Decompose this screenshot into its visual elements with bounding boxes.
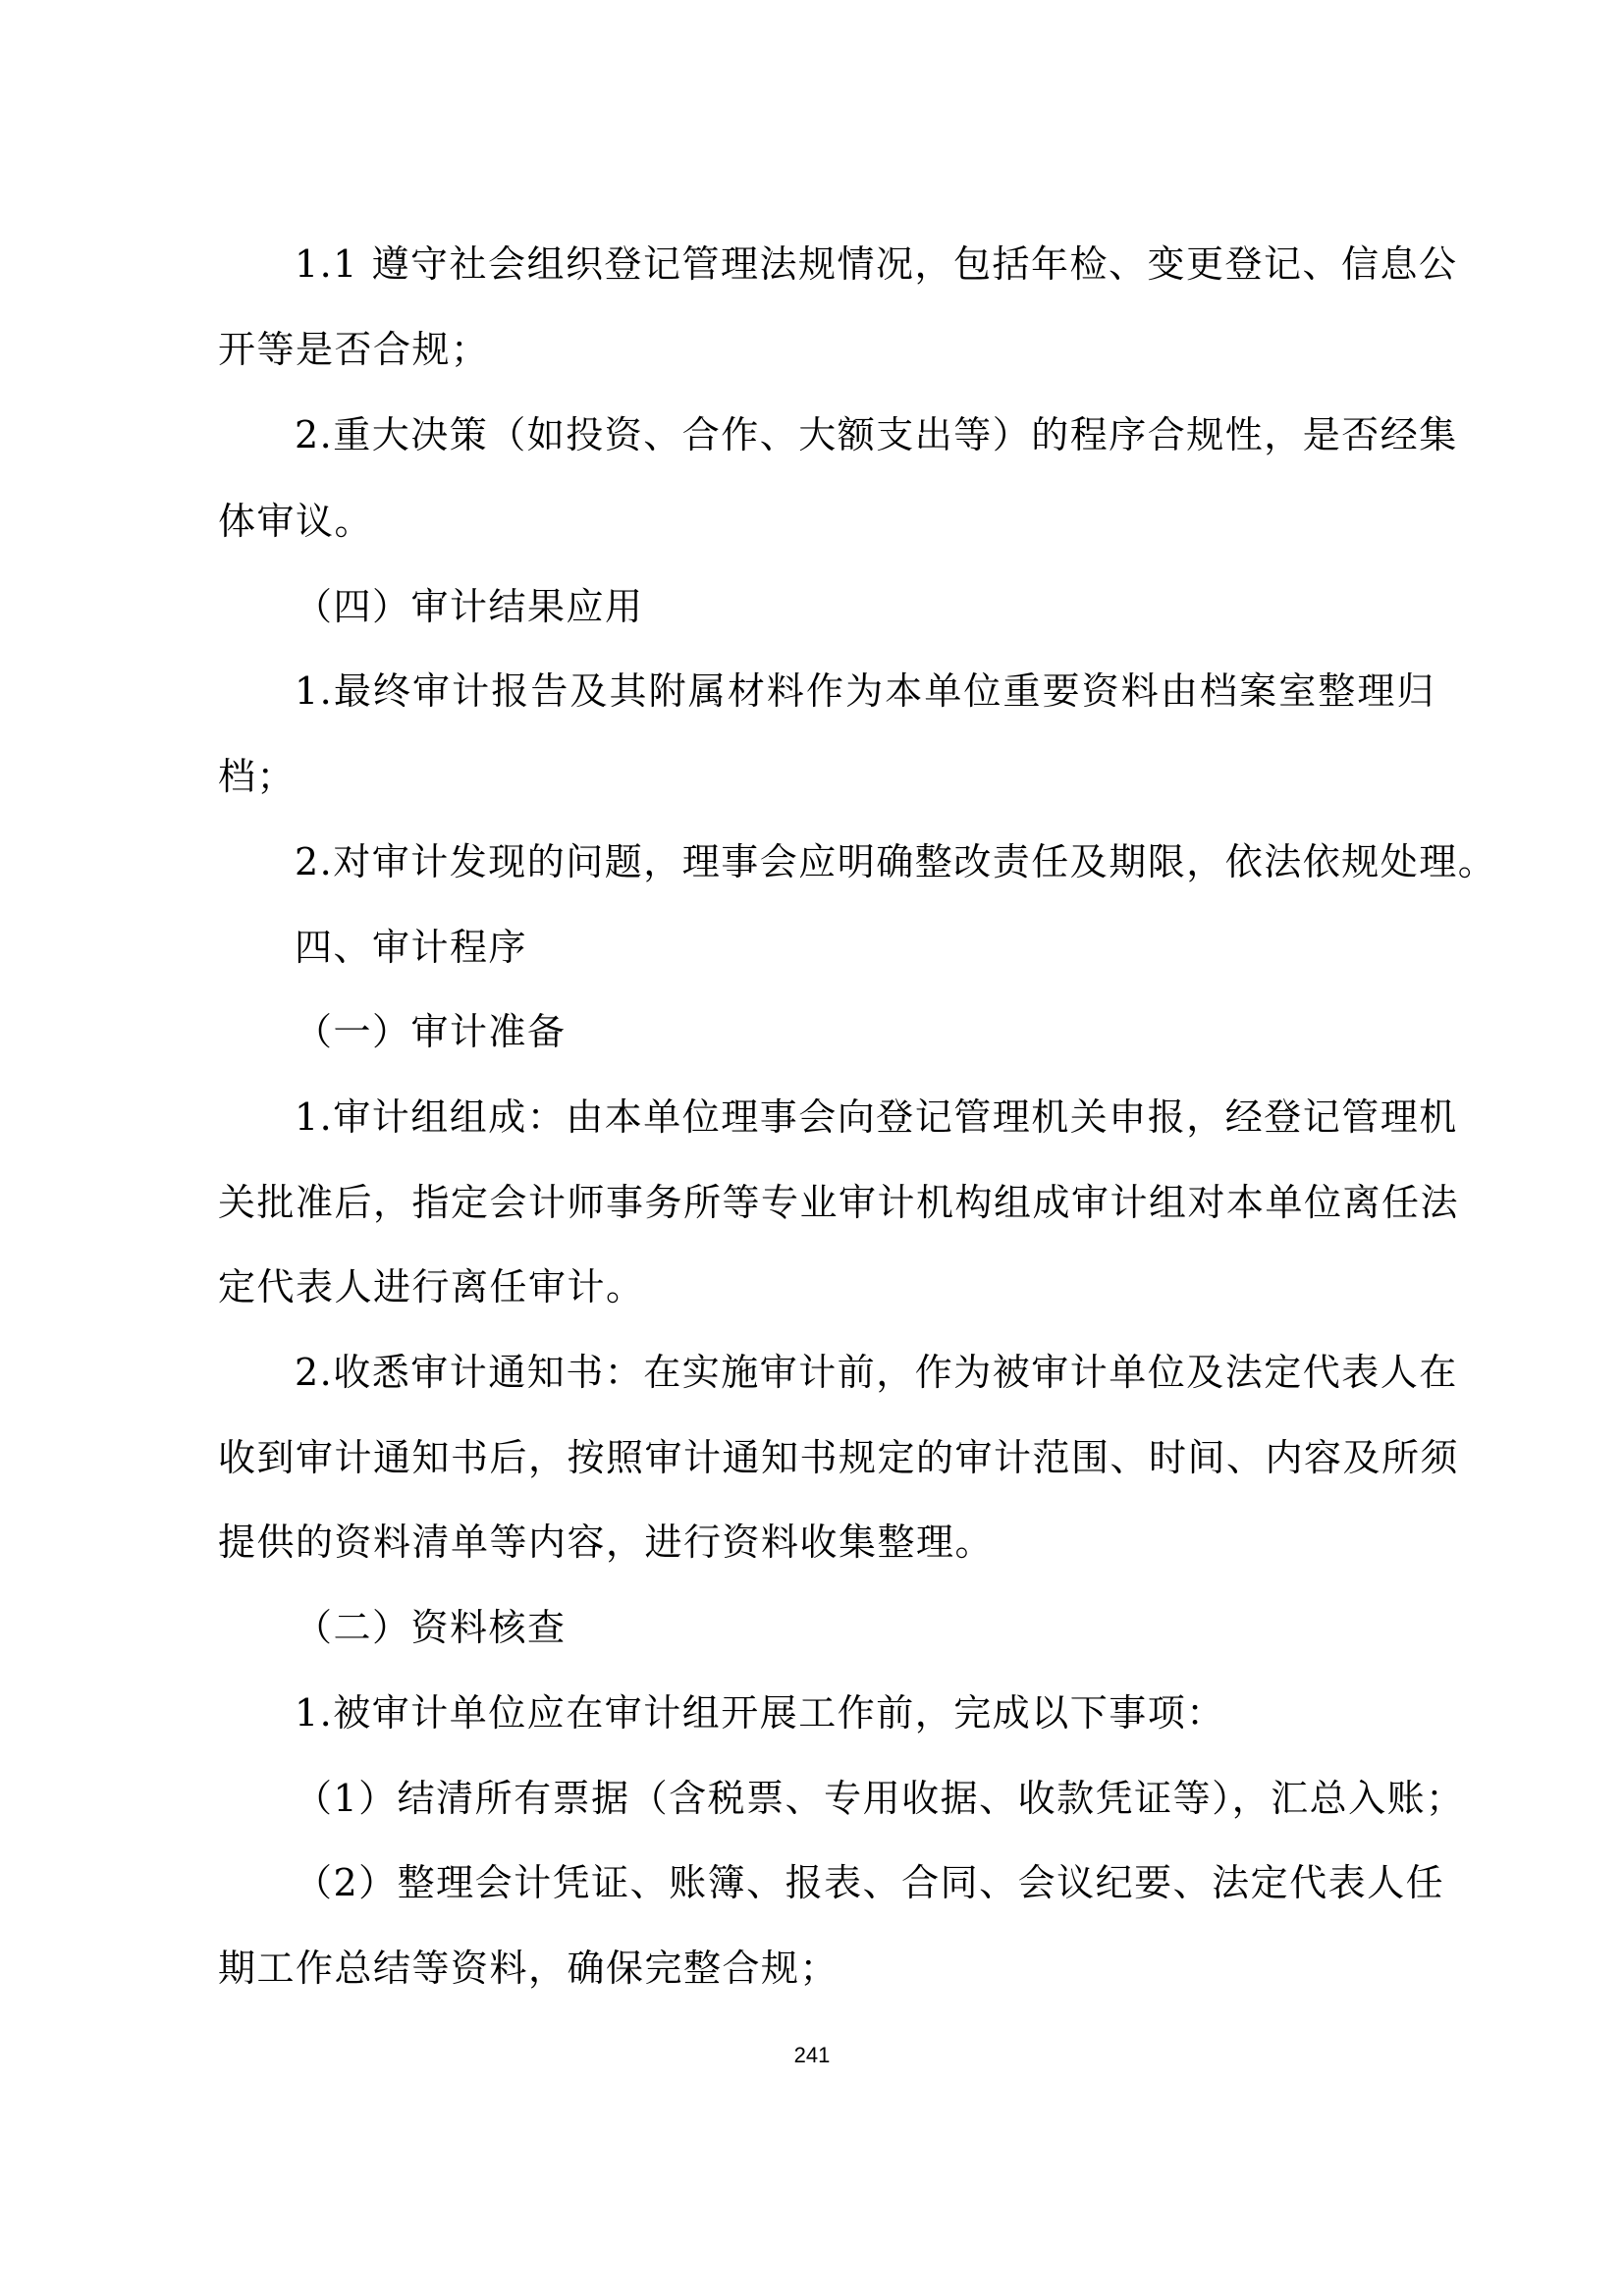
section-heading: （二）资料核查 [295, 1606, 567, 1649]
section-heading: （一）审计准备 [295, 1010, 567, 1053]
text-line: 2.重大决策（如投资、合作、大额支出等）的程序合规性，是否经集 [295, 413, 1458, 456]
text-line: 开等是否合规； [218, 328, 490, 371]
text-line: 收到审计通知书后，按照审计通知书规定的审计范围、时间、内容及所须 [218, 1436, 1460, 1479]
text-line: （2）整理会计凭证、账簿、报表、合同、会议纪要、法定代表人任 [295, 1861, 1445, 1904]
text-line: 体审议。 [218, 500, 374, 543]
section-heading: （四）审计结果应用 [295, 585, 644, 628]
text-line: 定代表人进行离任审计。 [218, 1265, 645, 1308]
text-line: 1.最终审计报告及其附属材料作为本单位重要资料由档案室整理归 [295, 669, 1435, 713]
text-line: 1.被审计单位应在审计组开展工作前，完成以下事项： [295, 1691, 1225, 1735]
text-line: 档； [218, 755, 297, 798]
text-line: （1）结清所有票据（含税票、专用收据、收款凭证等），汇总入账； [295, 1777, 1465, 1820]
text-line: 期工作总结等资料，确保完整合规； [218, 1947, 839, 1990]
text-line: 关批准后，指定会计师事务所等专业审计机构组成审计组对本单位离任法 [218, 1181, 1460, 1224]
text-line: 2.对审计发现的问题，理事会应明确整改责任及期限，依法依规处理。 [295, 840, 1497, 883]
text-line: 1.审计组组成：由本单位理事会向登记管理机关申报，经登记管理机 [295, 1095, 1458, 1139]
page-number: 241 [793, 2043, 831, 2067]
text-line: 1.1 遵守社会组织登记管理法规情况，包括年检、变更登记、信息公 [295, 242, 1458, 286]
section-heading: 四、审计程序 [295, 926, 528, 969]
text-line: 提供的资料清单等内容，进行资料收集整理。 [218, 1521, 995, 1564]
text-line: 2.收悉审计通知书：在实施审计前，作为被审计单位及法定代表人在 [295, 1351, 1458, 1394]
